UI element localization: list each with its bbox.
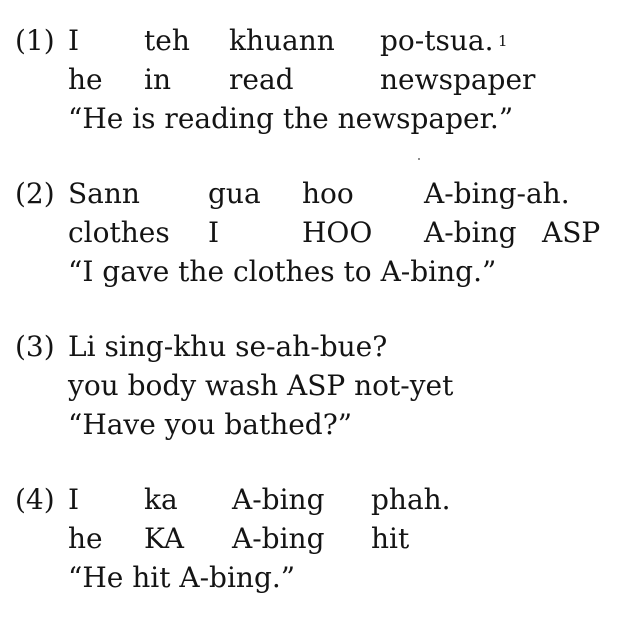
gloss-word: read xyxy=(229,63,294,96)
gloss-word: ASP xyxy=(542,216,601,249)
word: I xyxy=(68,483,80,516)
word: po-tsua. xyxy=(380,24,494,57)
stray-dot xyxy=(418,158,420,160)
translation: “I gave the clothes to A-bing.” xyxy=(68,255,497,288)
gloss-word: in xyxy=(144,63,171,96)
gloss-word: A-bing xyxy=(232,522,325,555)
gloss-word: clothes xyxy=(68,216,170,249)
word: phah. xyxy=(371,483,451,516)
word: hoo xyxy=(302,177,354,210)
word: Sann xyxy=(68,177,140,210)
word: A-bing-ah. xyxy=(424,177,570,210)
example-1 xyxy=(0,0,623,135)
translation: “He hit A-bing.” xyxy=(68,561,296,594)
gloss-word: HOO xyxy=(302,216,373,249)
gloss-line: you body wash ASP not-yet xyxy=(68,369,454,402)
word: teh xyxy=(144,24,190,57)
footnote-marker: 1 xyxy=(498,32,508,50)
sentence-line: Li sing-khu se-ah-bue? xyxy=(68,330,388,363)
word: khuann xyxy=(229,24,335,57)
word: A-bing xyxy=(232,483,325,516)
gloss-word: he xyxy=(68,522,103,555)
gloss-word: hit xyxy=(371,522,410,555)
example-number: (2) xyxy=(15,177,55,210)
gloss-word: he xyxy=(68,63,103,96)
word: ka xyxy=(144,483,178,516)
gloss-word: newspaper xyxy=(380,63,536,96)
example-number: (3) xyxy=(15,330,55,363)
word: gua xyxy=(208,177,261,210)
word: I xyxy=(68,24,80,57)
example-number: (1) xyxy=(15,24,55,57)
translation: “Have you bathed?” xyxy=(68,408,353,441)
gloss-word: KA xyxy=(144,522,185,555)
example-number: (4) xyxy=(15,483,55,516)
gloss-word: I xyxy=(208,216,220,249)
translation: “He is reading the newspaper.” xyxy=(68,102,514,135)
gloss-word: A-bing xyxy=(424,216,517,249)
